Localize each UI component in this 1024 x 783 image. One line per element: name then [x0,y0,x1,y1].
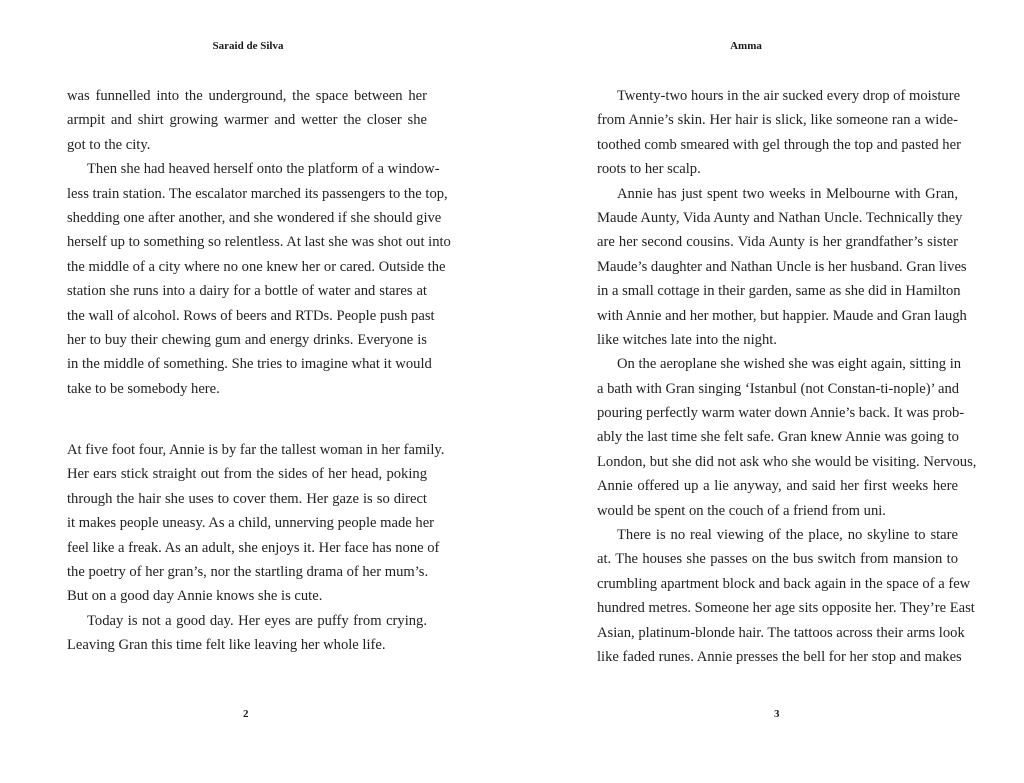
text-block [597,84,977,669]
text-line: Maude’s daughter and Nathan Uncle is her husband. Gran lives [597,258,967,275]
text-line: roots to her scalp. [597,161,701,178]
text-line: feel like a freak. As an adult, she enjoys it. Her face has none of [67,539,440,556]
text-line: in a small cottage in their garden, same as she did in Hamilton [597,283,961,300]
text-line: it makes people uneasy. As a child, unnerving people made her [67,515,435,532]
text-line: Maude Aunty, Vida Aunty and Nathan Uncle. Technically they [597,209,963,226]
text-line: Twenty-two hours in the air sucked every drop of moisture [617,88,961,104]
text-line: At five foot four, Annie is by far the tallest woman in her family. [67,442,445,458]
text-line: pouring perfectly warm water down Annie’s back. It was prob- [597,405,965,422]
text-line: crumbling apartment block and back again in the space of a few [597,575,971,592]
running-head-title: Amma [730,40,762,52]
text-line: the poetry of her gran’s, nor the startling drama of her mum’s. [67,563,429,580]
text-line: There is no real viewing of the place, no skyline to stare [617,527,958,544]
text-line: London, but she did not ask who she would be visiting. Nervous, [597,453,977,470]
right-page [512,0,1024,783]
text-line: station she runs into a dairy for a bottle of water and stares at [67,283,427,300]
text-line: the middle of a city where no one knew her or cared. Outside the [67,258,446,275]
text-line: a bath with Gran singing ‘Istanbul (not Constan-ti-nople)’ and [597,380,960,397]
text-line: Annie has just spent two weeks in Melbourne with Gran, [617,185,958,202]
page-number: 2 [243,708,249,720]
page-number: 3 [774,708,780,720]
text-line: like faded runes. Annie presses the bell for her stop and makes [597,648,962,665]
text-line: Annie offered up a lie anyway, and said her first weeks here [597,478,958,495]
text-line: like witches late into the night. [597,331,777,348]
text-line: Then she had heaved herself onto the platform of a window- [87,161,440,178]
text-line: with Annie and her mother, but happier. Maude and Gran laugh [597,307,967,324]
text-line: toothed comb smeared with gel through the top and pasted her [597,136,961,153]
text-line: armpit and shirt growing warmer and wetter the closer she [67,112,427,129]
text-line: hundred metres. Someone her age sits opposite her. They’re East [597,600,975,617]
text-line: at. The houses she passes on the bus switch from mansion to [597,551,958,568]
text-line: take to be somebody here. [67,380,220,397]
text-line: ably the last time she felt safe. Gran knew Annie was going to [597,429,959,446]
text-line: Her ears stick straight out from the sides of her head, poking [67,466,427,483]
text-line: was funnelled into the underground, the space between her [67,88,427,104]
text-line: her to buy their chewing gum and energy drinks. Everyone is [67,331,427,348]
text-line: On the aeroplane she wished she was eight again, sitting in [617,356,962,373]
text-line: shedding one after another, and she wondered if she should give [67,209,442,226]
running-head-author: Saraid de Silva [212,40,284,52]
text-block-1 [67,84,451,401]
text-line: less train station. The escalator marched its passengers to the top, [67,185,448,202]
text-line: Today is not a good day. Her eyes are puffy from crying. [87,612,427,629]
text-line: Asian, platinum-blonde hair. The tattoos across their arms look [597,624,965,641]
text-block-2 [67,438,445,658]
text-line: would be spent on the couch of a friend from uni. [597,502,886,519]
text-line: through the hair she uses to cover them. Her gaze is so direct [67,490,427,507]
text-line: got to the city. [67,136,151,153]
text-line: from Annie’s skin. Her hair is slick, like someone ran a wide- [597,112,958,129]
text-line: But on a good day Annie knows she is cute. [67,588,323,605]
text-line: in the middle of something. She tries to imagine what it would [67,356,432,373]
text-line: herself up to something so relentless. At last she was shot out into [67,234,451,251]
text-line: the wall of alcohol. Rows of beers and RTDs. People push past [67,307,435,324]
text-line: Leaving Gran this time felt like leaving her whole life. [67,637,386,654]
text-line: are her second cousins. Vida Aunty is her grandfather’s sister [597,234,958,251]
